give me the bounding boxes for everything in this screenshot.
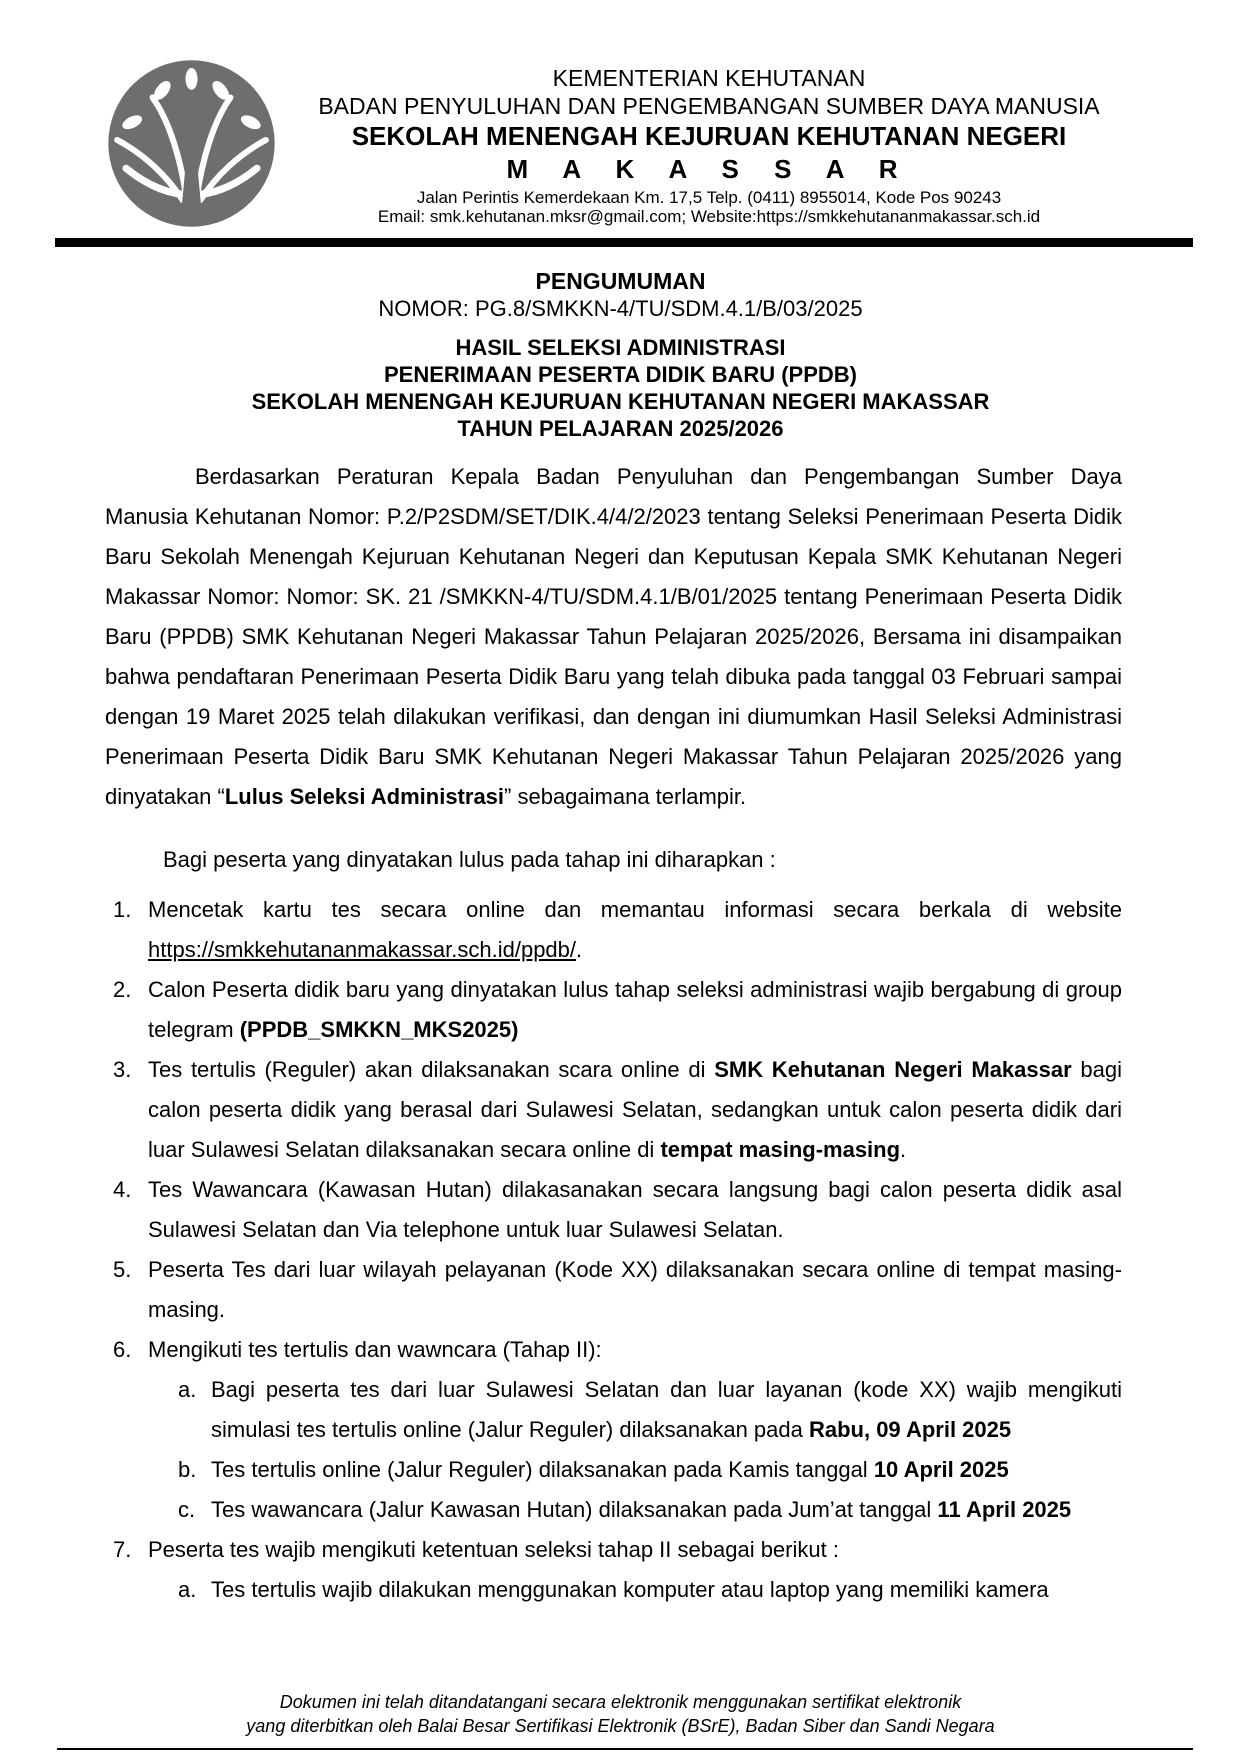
sub-list-item [105, 1570, 1122, 1610]
subject-line-4: TAHUN PELAJARAN 2025/2026 [457, 416, 784, 441]
list-item-text [148, 1530, 1122, 1570]
subject-line-1: HASIL SELEKSI ADMINISTRASI [455, 335, 786, 360]
sub-list-item [105, 1370, 1122, 1450]
list-item [105, 1330, 1122, 1370]
title-block [0, 267, 1241, 442]
list-item-text [148, 1330, 1122, 1370]
ministry-name: KEMENTERIAN KEHUTANAN [552, 65, 866, 91]
school-address: Jalan Perintis Kemerdekaan Km. 17,5 Telp. (0411) 8955014, Kode Pos 90243 [416, 188, 1002, 207]
list-item-number: 6. [113, 1337, 132, 1362]
intro-line: Bagi peserta yang dinyatakan lulus pada tahap ini diharapkan : [163, 847, 776, 872]
text-run: (PPDB_SMKKN_MKS2025) [239, 1017, 519, 1042]
document-subject [0, 334, 1241, 442]
list-item-text [148, 1250, 1122, 1330]
sub-list-item-text [211, 1490, 1122, 1530]
numbered-list [105, 890, 1122, 1610]
sub-list-item-letter: a. [178, 1377, 197, 1402]
school-logo [103, 55, 280, 232]
letterhead-text [280, 55, 1138, 232]
text-run: Mencetak kartu tes secara online dan memantau informasi secara berkala di website [148, 897, 1122, 922]
subject-line-3: SEKOLAH MENENGAH KEJURUAN KEHUTANAN NEGERI MAKASSAR [251, 389, 990, 414]
sub-list-item-letter: b. [178, 1457, 197, 1482]
list-item-text [148, 1170, 1122, 1250]
document-number: NOMOR: PG.8/SMKKN-4/TU/SDM.4.1/B/03/2025 [378, 296, 863, 321]
list-item [105, 1530, 1122, 1570]
sub-list-item-text [211, 1370, 1122, 1450]
list-item-text [148, 1050, 1122, 1170]
sub-list-item-letter: c. [178, 1497, 196, 1522]
list-item [105, 1250, 1122, 1330]
list-item-number: 4. [113, 1177, 132, 1202]
document-body [105, 457, 1122, 1610]
text-run: 10 April 2025 [873, 1457, 1009, 1482]
text-run: Tes wawancara (Jalur Kawasan Hutan) dilaksanakan pada Jum’at tanggal [211, 1497, 938, 1522]
letterhead [0, 0, 1241, 232]
text-run: Tes tertulis online (Jalur Reguler) dilaksanakan pada Kamis tanggal [211, 1457, 874, 1482]
opening-paragraph [105, 457, 1122, 817]
letterhead-rule [55, 238, 1193, 247]
document-footer [0, 1690, 1241, 1750]
tree-icon [103, 55, 280, 232]
list-item [105, 1050, 1122, 1170]
text-run: . [576, 937, 583, 962]
text-run: bagi calon peserta didik yang berasal dari Sulawesi Selatan, sedangkan untuk calon peserta didik dari luar Sulawesi Selatan dilaksanakan secara online di [148, 1057, 1122, 1162]
sub-list-item-text [211, 1570, 1122, 1610]
list-item-number: 3. [113, 1057, 132, 1082]
text-run: Berdasarkan Peraturan Kepala Badan Penyuluhan dan Pengembangan Sumber Daya Manusia Kehutanan Nomor: P.2/P2SDM/SET/DIK.4/4/2/2023 tentang Seleksi Penerimaan Peserta Didik Baru Sekolah Menengah Kejuruan Kehutanan Negeri dan Keputusan Kepala SMK Kehutanan Negeri Makassar Nomor: Nomor: SK. 21 /SMKKN-4/TU/SDM.4.1/B/01/2025 tentang Penerimaan Peserta Didik Baru (PPDB) SMK Kehutanan Negeri Makassar Tahun Pelajaran 2025/2026, Bersama ini disampaikan bahwa pendaftaran Penerimaan Peserta Didik Baru yang telah dibuka pada tanggal 03 Februari sampai dengan 19 Maret 2025 telah dilakukan verifikasi, dan dengan ini diumumkan Hasil Seleksi Administrasi Penerimaan Peserta Didik Baru SMK Kehutanan Negeri Makassar Tahun Pelajaran 2025/2026 yang dinyatakan “ [105, 464, 1122, 809]
text-run: 11 April 2025 [937, 1497, 1072, 1522]
list-item-number: 5. [113, 1257, 132, 1282]
list-item [105, 1170, 1122, 1250]
footer-rule [57, 1748, 1193, 1750]
list-item [105, 970, 1122, 1050]
sub-list-item [105, 1450, 1122, 1490]
text-run: Tes tertulis (Reguler) akan dilaksanakan scara online di [148, 1057, 715, 1082]
list-item-text [148, 970, 1122, 1050]
list-item [105, 890, 1122, 970]
school-name: SEKOLAH MENENGAH KEJURUAN KEHUTANAN NEGERI [351, 121, 1067, 151]
sub-list-item-letter: a. [178, 1577, 197, 1602]
school-contact: Email: smk.kehutanan.mksr@gmail.com; Website:https://smkkehutananmakassar.sch.id [377, 207, 1041, 226]
text-run: Lulus Seleksi Administrasi [224, 784, 505, 809]
text-run: SMK Kehutanan Negeri Makassar [714, 1057, 1072, 1082]
ppdb-website-link[interactable]: https://smkkehutananmakassar.sch.id/ppdb/ [148, 937, 577, 962]
text-run: ” sebagaimana terlampir. [504, 784, 747, 809]
sub-list-item [105, 1490, 1122, 1530]
text-run: Peserta tes wajib mengikuti ketentuan seleksi tahap II sebagai berikut : [148, 1537, 839, 1562]
sub-list-item-text [211, 1450, 1122, 1490]
list-item-number: 1. [113, 897, 132, 922]
list-item-number: 2. [113, 977, 132, 1002]
text-run: tempat masing-masing [660, 1137, 901, 1162]
text-run: Mengikuti tes tertulis dan wawncara (Tahap II): [148, 1337, 602, 1362]
subject-line-2: PENERIMAAN PESERTA DIDIK BARU (PPDB) [383, 362, 858, 387]
agency-name: BADAN PENYULUHAN DAN PENGEMBANGAN SUMBER DAYA MANUSIA [318, 93, 1100, 119]
text-run: Peserta Tes dari luar wilayah pelayanan (Kode XX) dilaksanakan secara online di tempat masing-masing. [148, 1257, 1122, 1322]
text-run: Bagi peserta tes dari luar Sulawesi Selatan dan luar layanan (kode XX) wajib mengikuti simulasi tes tertulis online (Jalur Reguler) dilaksanakan pada [211, 1377, 1122, 1442]
list-item-text [148, 890, 1122, 970]
text-run: Rabu, 09 April 2025 [808, 1417, 1012, 1442]
school-city: M A K A S S A R [506, 154, 912, 184]
esign-note-line-2: yang diterbitkan oleh Balai Besar Sertifikasi Elektronik (BSrE), Badan Siber dan Sandi Negara [246, 1716, 995, 1736]
text-run: Tes Wawancara (Kawasan Hutan) dilakasanakan secara langsung bagi calon peserta didik asal Sulawesi Selatan dan Via telephone untuk luar Sulawesi Selatan. [148, 1177, 1122, 1242]
text-run: . [900, 1137, 907, 1162]
text-run: Tes tertulis wajib dilakukan menggunakan komputer atau laptop yang memiliki kamera [211, 1577, 1049, 1602]
text-run: Calon Peserta didik baru yang dinyatakan lulus tahap seleksi administrasi wajib bergabung di group telegram [148, 977, 1122, 1042]
esign-note-line-1: Dokumen ini telah ditandatangani secara elektronik menggunakan sertifikat elektronik [279, 1692, 962, 1712]
document-title: PENGUMUMAN [535, 268, 706, 294]
list-item-number: 7. [113, 1537, 132, 1562]
